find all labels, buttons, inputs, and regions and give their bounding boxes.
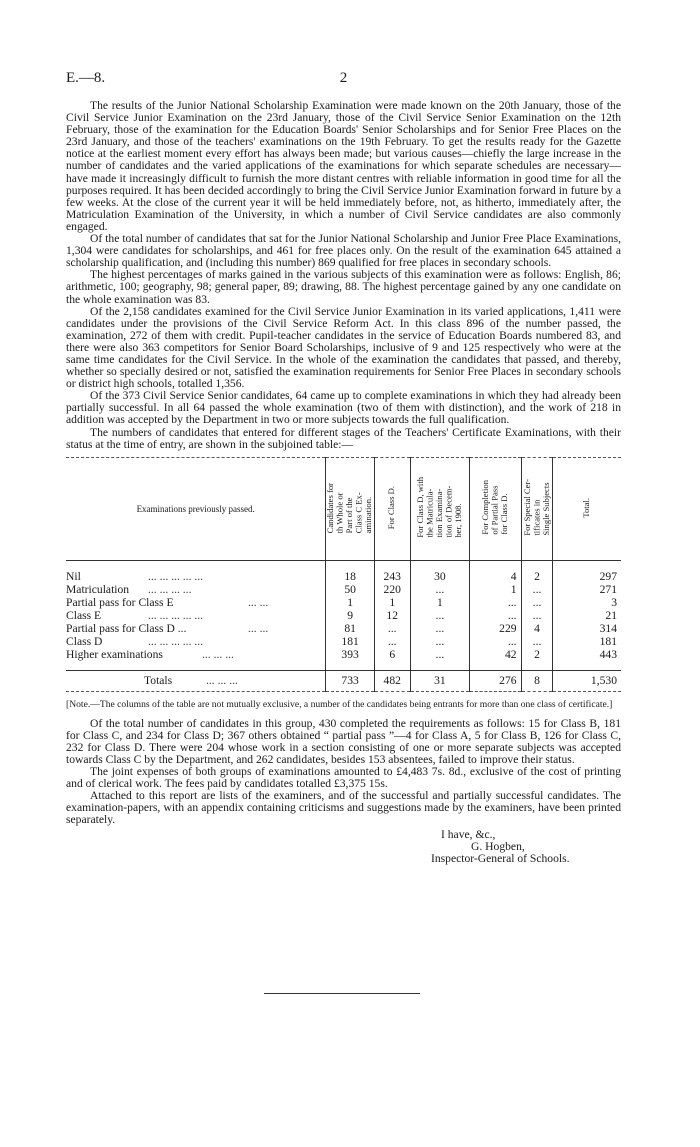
paragraph-junior-candidates: Of the total number of candidates that sat for the Junior National Scholarship and Junior Free Place Examinations, 1,304 were candidates for scholarships, and 461 for free places only. On the result of the examination 645 attained a scholarship qualification, and (including this number) 869 qualified for free places in secondary schools. (66, 232, 621, 270)
page-header (66, 70, 621, 88)
table-row: Higher examinations ... ... ... 393 6 ... 42 2 443 (66, 648, 621, 661)
signature-salutation: I have, &c., (441, 827, 496, 841)
table-row: Partial pass for Class D ... ... ... 81 ... ... 229 4 314 (66, 622, 621, 635)
paragraph-civil-service-senior: Of the 373 Civil Service Senior candidates, 64 came up to complete examinations in which they had already been partially successful. In all 64 passed the whole examination (two of them with distinction), and the work of 218 in addition was accepted by the Department in two or more subjects towards the full qualification. (66, 389, 621, 427)
column-header-examinations: Examinations previously passed. (136, 503, 255, 514)
signature-name: G. Hogben, (471, 839, 525, 853)
table-note: [Note.—The columns of the table are not mutually exclusive, a number of the candidates being entrants for more than one class of certificate.] (66, 698, 613, 710)
report-body (66, 100, 621, 866)
table-row: Matriculation ... ... ... ... 50 220 ... 1 ... 271 (66, 583, 621, 596)
paragraph-table-intro: The numbers of candidates that entered for different stages of the Teachers' Certificate Examinations, with their status at the time of entry, are shown in the subjoined table:— (66, 425, 621, 451)
table-row: Class E ... ... ... ... ... 9 12 ... ... ... 21 (66, 609, 621, 622)
column-header-class-c: Candidates for th Whole or Part of the Class C Ex- amination. (326, 457, 375, 560)
paragraph-results: The results of the Junior National Scholarship Examination were made known on the 20th January, those of the Civil Service Junior Examination on the 23rd January, those of the Civil Service Senior Examination on the 12th February, those of the examination for the Education Boards' Senior Scholarships and for Senior Free Places on the 23rd January, and those of the teachers' examinations on the 19th February. To get the results ready for the Gazette notice at the earliest moment every effort has always been made; but various causes—chiefly the large increase in the number of candidates and the varied applications of the examinations for which separate schedules are necessary—have made it increasingly difficult to furnish the more distant centres with reliable information in good time for all the purposes required. It has been decided accordingly to bring the Civil Service Junior Examination forward in future by a few weeks. At the close of the current year it will be held immediately before, not, as hitherto, immediately after, the Matriculation Examination of the University, in which a number of Civil Service candidates are also commonly engaged. (66, 99, 621, 233)
table-row: Partial pass for Class E ... ... 1 1 1 ... ... 3 (66, 596, 621, 609)
document-reference: E.—8. (66, 70, 106, 86)
paragraph-highest-percentages: The highest percentages of marks gained in the various subjects of this examination were as follows: English, 86; arithmetic, 100; geography, 98; general paper, 89; drawing, 88. The highest percentage gained by any one candidate on the whole examination was 83. (66, 268, 621, 306)
paragraph-expenses: The joint expenses of both groups of examinations amounted to £4,483 7s. 8d., exclusive of the cost of printing and of clerical work. The fees paid by candidates totalled £3,375 15s. (66, 765, 621, 791)
column-header-special-certificates: For Special Cer- tificates in Single Subjects (521, 457, 553, 560)
paragraph-attachments: Attached to this report are lists of the examiners, and of the successful and partially successful candidates. The examination-papers, with an appendix containing criticisms and suggestions made by the examiners, have been printed separately. (66, 789, 621, 827)
page-number: 2 (339, 70, 348, 86)
column-header-class-d: For Class D. (374, 457, 410, 560)
table-row: Nil ... ... ... ... ... 18 243 30 4 2 297 (66, 570, 621, 583)
table-totals-row: Totals ... ... ... 733 482 31 276 8 1,530 (66, 670, 621, 691)
closing-rule (264, 993, 420, 994)
signature-block (431, 829, 621, 866)
table-header-row (66, 457, 621, 560)
column-header-class-d-matriculation: For Class D, with the Matricula- tion Examina- tion of Decem- ber, 1908. (410, 457, 470, 560)
paragraph-civil-service-junior: Of the 2,158 candidates examined for the Civil Service Junior Examination in its varied applications, 1,411 were candidates under the provisions of the Civil Service Reform Act. In this class 896 of the number passed, the examination, 272 of them with credit. Pupil-teacher candidates in the service of Education Boards numbered 83, and there were also 363 competitors for Senior Board Scholarships, inclusive of 9 and 125 respectively who were at the same time candidates for the Civil Service. In the whole of the examination the candidates that passed, and thereby, whether so specially desired or not, satisfied the examination requirements for Senior Free Places in secondary schools or district high schools, totalled 1,356. (66, 304, 621, 391)
paragraph-group-results: Of the total number of candidates in this group, 430 completed the requirements as follows: 15 for Class B, 181 for Class C, and 234 for Class D; 367 others obtained “ partial pass ”—4 for Class A, 5 for Class B, 126 for Class C, 232 for Class D. There were 204 whose work in a section consisting of one or more separate subjects was accepted towards Class C by the Department, and 262 candidates, besides 153 absentees, failed to improve their status. (66, 716, 621, 766)
table-row: Class D ... ... ... ... ... 181 ... ... ... ... 181 (66, 635, 621, 648)
signature-title: Inspector-General of Schools. (431, 852, 570, 866)
column-header-total: Total. (553, 457, 621, 560)
column-header-partial-pass-completion: For Completion of Partial Pass for Class D. (470, 457, 521, 560)
teachers-certificate-table (66, 457, 621, 692)
